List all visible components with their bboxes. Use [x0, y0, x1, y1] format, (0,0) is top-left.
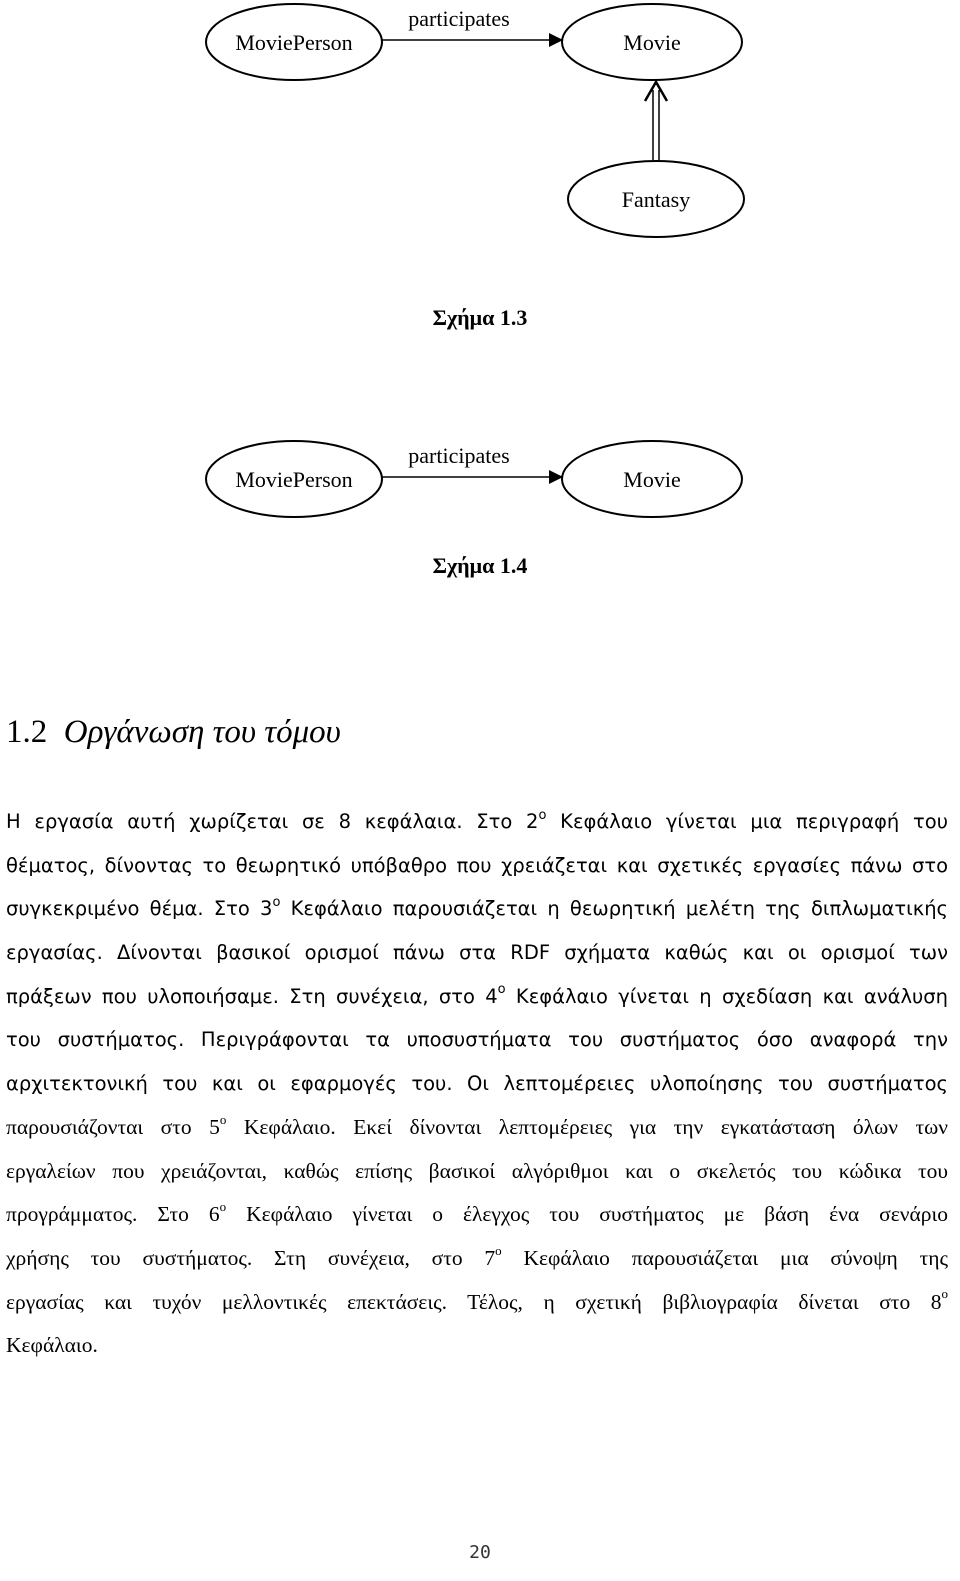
section-heading [6, 714, 341, 751]
paragraph-line: αρχιτεκτονική του και οι εφαρμογές του. Οι λεπτομέρειες υλοποίησης του συστήματος [6, 1072, 948, 1096]
caption-figure-1-4: Σχήμα 1.4 [432, 553, 528, 578]
section-title: Οργάνωση του τόμου [63, 714, 341, 750]
edge-participates-label: participates [408, 443, 510, 468]
paragraph-line: Η εργασία αυτή χωρίζεται σε 8 κεφάλαια. Στο $2^o$ Κεφάλαιο γίνεται μια περιγραφή του [6, 807, 948, 833]
paragraph-line: συγκεκριμένο θέμα. Στο $3^o$ Κεφάλαιο παρουσιάζεται η θεωρητική μελέτη της διπλωματικής [6, 894, 948, 921]
paragraph-line: εργασίας και τυχόν μελλοντικές επεκτάσεις. Τέλος, η σχετική βιβλιογραφία δίνεται στο $8^o$ [6, 1286, 948, 1314]
edge-participates-label: participates [408, 6, 510, 31]
section-number: 1.2 [6, 714, 48, 750]
paragraph-line: πράξεων που υλοποιήσαμε. Στη συνέχεια, στο $4^o$ Κεφάλαιο γίνεται η σχεδίαση και ανάλυση [6, 982, 948, 1008]
paragraph-line: του συστήματος. Περιγράφονται τα υποσυστήματα του συστήματος όσο αναφορά την [6, 1028, 948, 1052]
paragraph-line: προγράμματος. Στο $6^o$ Κεφάλαιο γίνεται ο έλεγχος του συστήματος με βάση ένα σενάριο [6, 1199, 948, 1227]
paragraph-line: θέματος, δίνοντας το θεωρητικό υπόβαθρο που χρειάζεται και σχετικές εργασίες πάνω στο [6, 853, 948, 877]
node-movieperson-label: MoviePerson [235, 467, 353, 492]
node-movie-label: Movie [623, 467, 681, 492]
paragraph-line: χρήσης του συστήματος. Στη συνέχεια, στο $7^o$ Κεφάλαιο παρουσιάζεται μια σύνοψη της [6, 1242, 948, 1270]
node-fantasy-label: Fantasy [621, 187, 691, 212]
node-movie-label: Movie [623, 30, 681, 55]
paragraph-line: εργαλείων που χρειάζονται, καθώς επίσης βασικοί αλγόριθμοι και ο σκελετός του κώδικα του [6, 1158, 948, 1183]
edge-subclass [645, 82, 667, 160]
page-number: 20 [469, 1542, 491, 1563]
paragraph-line: Κεφάλαιο. [6, 1333, 98, 1358]
paragraph-line: εργασίας. Δίνονται βασικοί ορισμοί πάνω στα RDF σχήματα καθώς και οι ορισμοί των [6, 941, 948, 965]
body-paragraph [6, 800, 948, 1368]
figure-1-4 [0, 430, 960, 530]
figure-1-3 [0, 0, 960, 250]
node-movieperson-label: MoviePerson [235, 30, 353, 55]
caption-figure-1-3: Σχήμα 1.3 [432, 305, 528, 330]
paragraph-line: παρουσιάζονται στο $5^o$ Κεφάλαιο. Εκεί δίνονται λεπτομέρειες για την εγκατάσταση όλων των [6, 1111, 948, 1139]
